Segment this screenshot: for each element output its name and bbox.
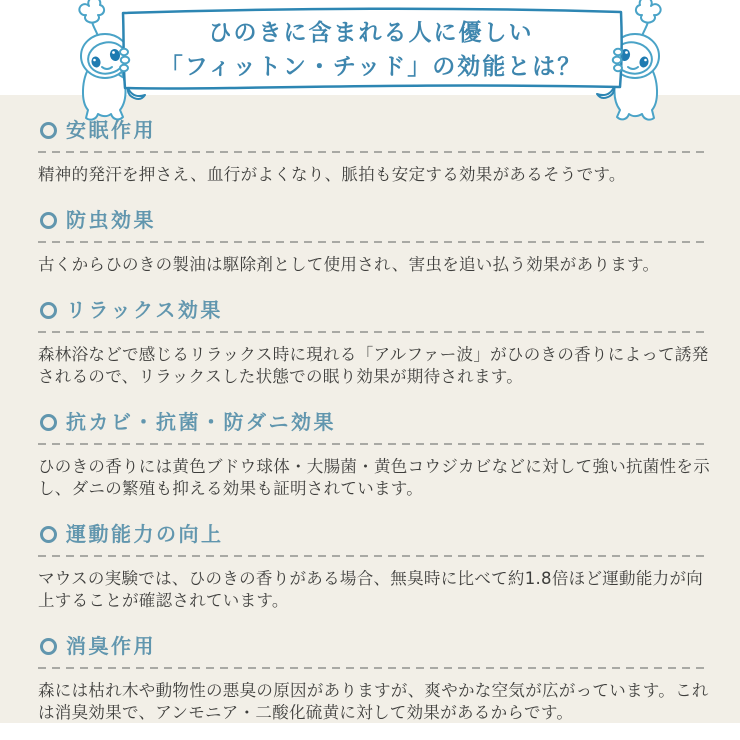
dashed-divider (38, 241, 710, 243)
section-insect-repellent (38, 208, 710, 276)
dashed-divider (38, 555, 710, 557)
dashed-divider (38, 667, 710, 669)
banner-title-line2: 「フィットン・チッド」の効能とは？ (159, 54, 583, 80)
section-heading-label: 安眠作用 (66, 118, 156, 142)
section-heading-label: 消臭作用 (66, 634, 156, 658)
section-deodorizing-effect (38, 634, 710, 724)
circle-bullet-icon (40, 638, 57, 655)
section-heading (40, 522, 710, 546)
section-relax-effect (38, 298, 710, 388)
banner-curl-right (597, 87, 614, 98)
section-body-text: 森林浴などで感じるリラックス時に現れる「アルファー波」がひのきの香りによって誘発されるので、リラックスした状態での眠り効果が期待されます。 (38, 345, 709, 386)
section-heading-label: リラックス効果 (66, 298, 223, 322)
section-sleep-effect (38, 118, 710, 186)
circle-bullet-icon (40, 302, 57, 319)
banner-curl-left (128, 88, 145, 99)
section-body-text: ひのきの香りには黄色ブドウ球体・大腸菌・黄色コウジカビなどに対して強い抗菌性を示し、ダニの繁殖も抑える効果も証明されています。 (38, 457, 710, 498)
section-heading-label: 防虫効果 (66, 208, 156, 232)
banner-title-line1: ひのきに含まれる人に優しい (208, 20, 534, 46)
section-heading (40, 118, 710, 142)
circle-bullet-icon (40, 122, 57, 139)
benefit-list (38, 118, 710, 740)
circle-bullet-icon (40, 526, 57, 543)
section-heading (40, 634, 710, 658)
section-heading (40, 208, 710, 232)
section-body-text: 精神的発汗を押さえ、血行がよくなり、脈拍も安定する効果があるそうです。 (38, 165, 626, 184)
section-heading-label: 抗カビ・抗菌・防ダニ効果 (66, 410, 336, 434)
banner-title (120, 16, 622, 84)
dashed-divider (38, 443, 710, 445)
section-body-text: 古くからひのきの製油は駆除剤として使用され、害虫を追い払う効果があります。 (38, 255, 660, 274)
section-body-text: 森には枯れ木や動物性の悪臭の原因がありますが、爽やかな空気が広がっています。これは消臭効果で、アンモニア・二酸化硫黄に対して効果があるからです。 (38, 681, 709, 722)
section-heading (40, 298, 710, 322)
section-athletic-improvement (38, 522, 710, 612)
section-body-text: マウスの実験では、ひのきの香りがある場合、無臭時に比べて約1.8倍ほど運動能力が向上することが確認されています。 (38, 569, 704, 610)
dashed-divider (38, 331, 710, 333)
section-antibacterial-effect (38, 410, 710, 500)
section-heading-label: 運動能力の向上 (66, 522, 224, 546)
dashed-divider (38, 151, 710, 153)
section-heading (40, 410, 710, 434)
circle-bullet-icon (40, 414, 57, 431)
circle-bullet-icon (40, 212, 57, 229)
